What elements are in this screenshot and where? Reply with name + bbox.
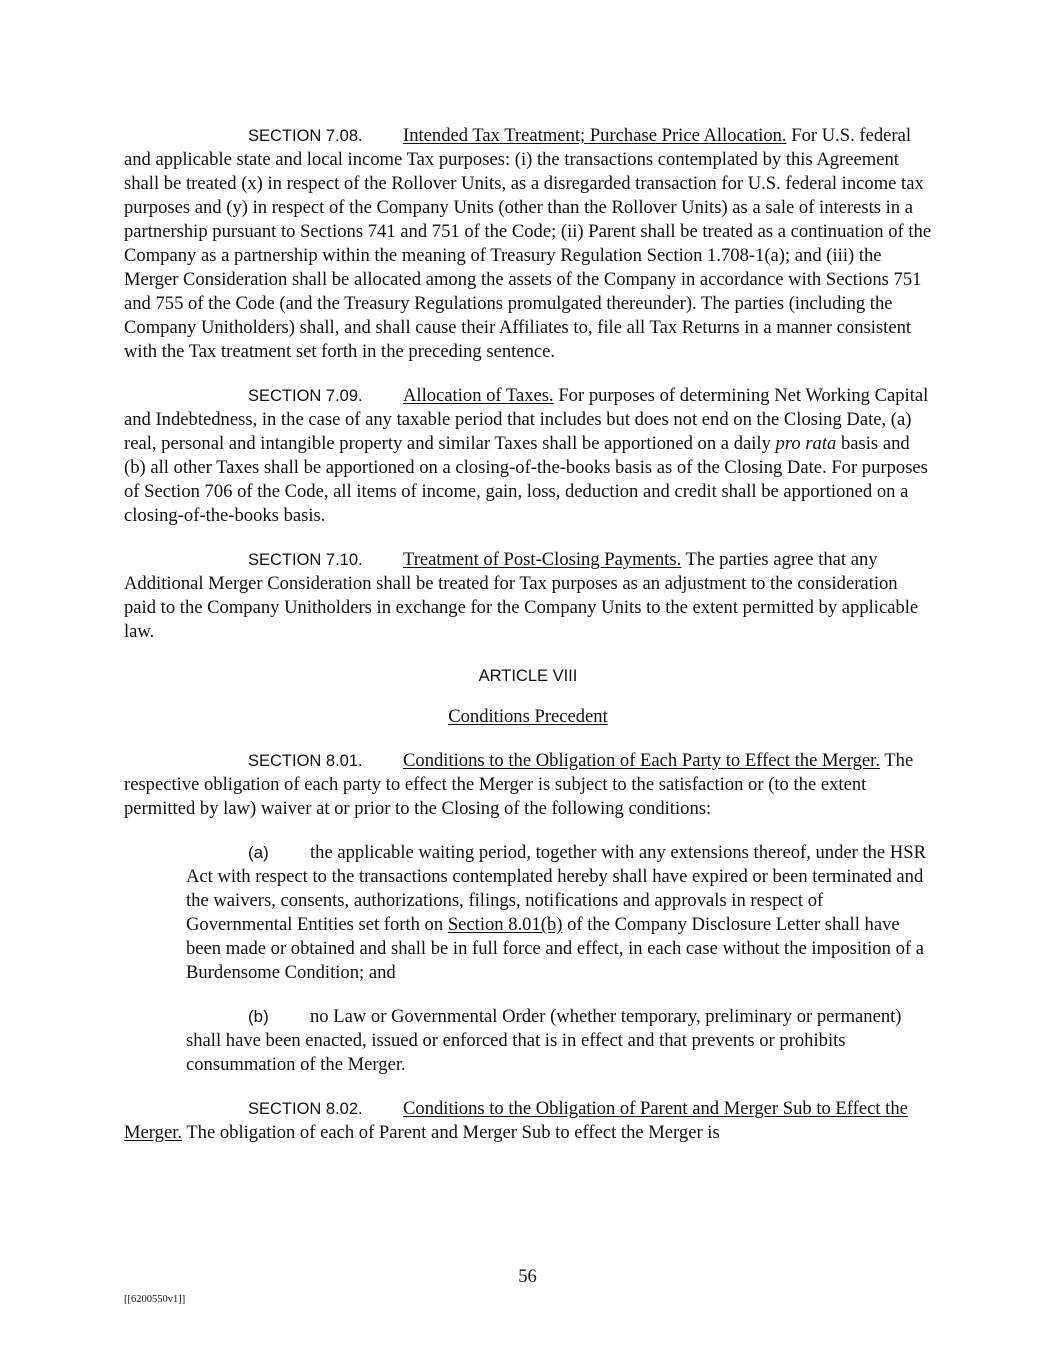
section-body: The obligation of each of Parent and Merger Sub to effect the Merger is xyxy=(182,1122,720,1143)
section-8-01 xyxy=(124,749,932,821)
section-number: SECTION 7.08. xyxy=(248,127,363,145)
section-body: The parties agree that any Additional Merger Consideration shall be treated for Tax purposes as an adjustment to the consideration paid to the Company Unitholders in exchange for the Company Units to the extent permitted by applicable law. xyxy=(124,549,919,642)
article-heading: ARTICLE VIII xyxy=(478,667,578,685)
section-title: Treatment of Post-Closing Payments. xyxy=(403,549,682,570)
subsection-label: (a) xyxy=(248,843,269,862)
document-page xyxy=(124,124,932,1165)
section-8-02 xyxy=(124,1097,932,1145)
article-title xyxy=(124,705,932,729)
section-body: The respective obligation of each party to effect the Merger is subject to the satisfaction or (to the extent permitted by law) waiver at or prior to the Closing of the following conditions: xyxy=(124,750,914,819)
page-number: 56 xyxy=(518,1266,537,1287)
subsection-body: no Law or Governmental Order (whether temporary, preliminary or permanent) shall have been enacted, issued or enforced that is in effect and that prevents or prohibits consummation of the Merger. xyxy=(186,1006,902,1075)
section-title: Allocation of Taxes. xyxy=(403,385,554,406)
section-body: For purposes of determining Net Working Capital and Indebtedness, in the case of any taxable period that includes but does not end on the Closing Date, (a) real, personal and intangible property and similar Taxes shall be apportioned on a daily xyxy=(124,385,929,454)
section-number: SECTION 7.09. xyxy=(248,387,363,405)
subsection-reference: Section 8.01(b) xyxy=(447,914,563,935)
section-7-09 xyxy=(124,384,932,528)
subsection-label: (b) xyxy=(248,1007,269,1026)
section-number: SECTION 8.01. xyxy=(248,752,363,770)
subsection-body: of the Company Disclosure Letter shall have been made or obtained and shall be in full force and effect, in each case without the imposition of a Burdensome Condition; and xyxy=(186,914,924,983)
section-7-10 xyxy=(124,548,932,644)
section-body-italic: pro rata xyxy=(775,433,837,454)
document-id: [[6200550v1]] xyxy=(124,1294,186,1305)
section-7-08 xyxy=(124,124,932,364)
section-number: SECTION 8.02. xyxy=(248,1100,363,1118)
section-body: basis and (b) all other Taxes shall be apportioned on a closing-of-the-books basis as of the Closing Date. For purposes of Section 706 of the Code, all items of income, gain, loss, deduction and credit shall be apportioned on a closing-of-the-books basis. xyxy=(124,433,928,526)
section-body: For U.S. federal and applicable state and local income Tax purposes: (i) the transactions contemplated by this Agreement shall be treated (x) in respect of the Rollover Units, as a disregarded transaction for U.S. federal income tax purposes and (y) in respect of the Company Units (other than the Rollover Units) as a sale of interests in a partnership pursuant to Sections 741 and 751 of the Code; (ii) Parent shall be treated as a continuation of the Company as a partnership within the meaning of Treasury Regulation Section 1.708-1(a); and (iii) the Merger Consideration shall be allocated among the assets of the Company in accordance with Sections 751 and 755 of the Code (and the Treasury Regulations promulgated thereunder). The parties (including the Company Unitholders) shall, and shall cause their Affiliates to, file all Tax Returns in a manner consistent with the Tax treatment set forth in the preceding sentence. xyxy=(124,125,932,362)
section-title: Conditions to the Obligation of Parent and Merger Sub to Effect the Merger. xyxy=(124,1098,908,1143)
subsection-b xyxy=(186,1005,932,1077)
subsection-a xyxy=(186,841,932,985)
article-title-text: Conditions Precedent xyxy=(448,706,608,727)
section-title: Intended Tax Treatment; Purchase Price Allocation. xyxy=(403,125,787,146)
subsection-body: the applicable waiting period, together with any extensions thereof, under the HSR Act with respect to the transactions contemplated hereby shall have expired or been terminated and the waivers, consents, authorizations, filings, notifications and approvals in respect of Governmental Entities set forth on xyxy=(186,842,927,935)
section-number: SECTION 7.10. xyxy=(248,551,363,569)
section-title: Conditions to the Obligation of Each Party to Effect the Merger. xyxy=(403,750,880,771)
